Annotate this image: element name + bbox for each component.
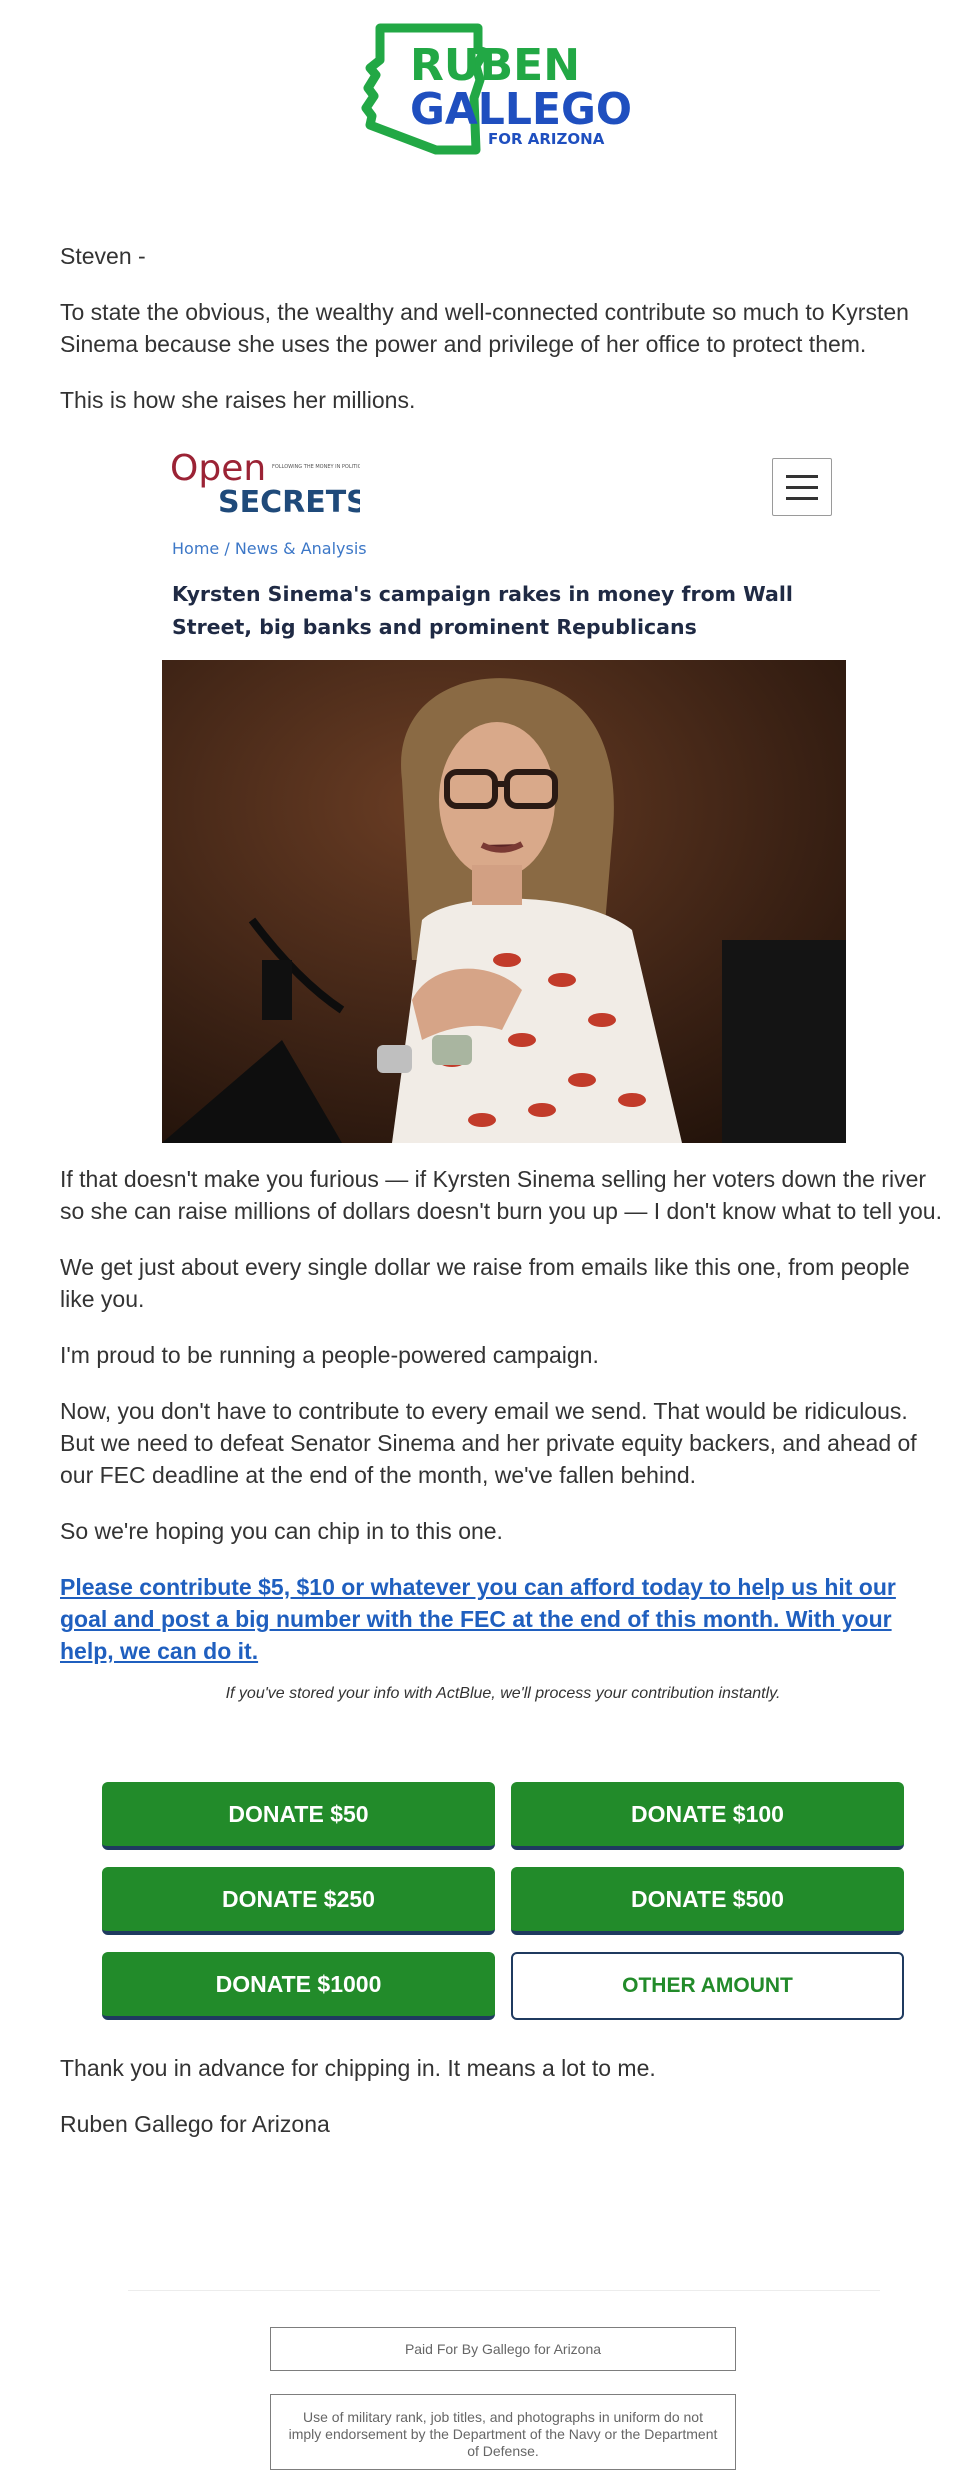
logo-line-for-arizona: FOR ARIZONA [488,130,605,148]
article-headline[interactable]: Kyrsten Sinema's campaign rakes in money from Wall Street, big banks and prominent Republicans [172,582,793,639]
thanks-text: Thank you in advance for chipping in. It means a lot to me. [60,2055,656,2081]
signature: Ruben Gallego for Arizona [60,2111,330,2137]
greeting: Steven - [60,243,146,269]
donate-250-button[interactable]: DONATE $250 [102,1867,495,1935]
paragraph-3: If that doesn't make you furious — if Kyrsten Sinema selling her voters down the river so she can raise millions of dollars doesn't burn you up — I don't know what to tell you. [60,1166,942,1224]
gallego-logo [360,20,635,160]
footer-divider [128,2290,880,2291]
actblue-note: If you've stored your info with ActBlue, we'll process your contribution instantly. [225,1685,781,1702]
arizona-outline-icon [360,20,635,160]
paragraph-1: To state the obvious, the wealthy and well-connected contribute so much to Kyrsten Sinema because she uses the power and privilege of her office to protect them. [60,299,909,357]
disclaimer-box: Use of military rank, job titles, and photographs in uniform do not imply endorsement by the Department of the Navy or the Department of Defense. [270,2394,736,2470]
donate-100-button[interactable]: DONATE $100 [511,1782,904,1850]
opensecrets-brand-bottom: SECRETS [218,485,360,520]
logo-line-ruben: RUBEN [410,40,581,91]
opensecrets-tagline: FOLLOWING THE MONEY IN POLITICS [272,464,360,470]
breadcrumb [172,539,367,558]
paragraph-4: We get just about every single dollar we raise from emails like this one, from people like you. [60,1254,910,1312]
paid-for-box: Paid For By Gallego for Arizona [270,2327,736,2371]
logo-line-gallego: GALLEGO [410,84,632,135]
menu-hamburger-icon[interactable] [772,458,832,516]
breadcrumb-section[interactable]: News & Analysis [234,539,367,558]
email-body-after [60,1163,946,1703]
breadcrumb-separator: / [219,539,235,558]
email-intro [60,240,940,440]
paragraph-5: I'm proud to be running a people-powered campaign. [60,1342,599,1368]
contribute-link[interactable]: Please contribute $5, $10 or whatever you can afford today to help us hit our goal and post a big number with the FEC at the end of this month. With your help, we can do it. [60,1574,896,1664]
opensecrets-logo [170,450,360,520]
opensecrets-brand-top: Open [170,450,267,489]
paragraph-2: This is how she raises her millions. [60,387,416,413]
donate-500-button[interactable]: DONATE $500 [511,1867,904,1935]
article-screenshot[interactable] [160,438,846,1143]
breadcrumb-home[interactable]: Home [172,539,220,558]
paragraph-7: So we're hoping you can chip in to this one. [60,1518,503,1544]
other-amount-button[interactable]: OTHER AMOUNT [511,1952,904,2020]
sinema-photo [162,660,846,1143]
donate-50-button[interactable]: DONATE $50 [102,1782,495,1850]
email-closing [60,2052,940,2164]
donate-1000-button[interactable]: DONATE $1000 [102,1952,495,2020]
paragraph-6: Now, you don't have to contribute to every email we send. That would be ridiculous. But we need to defeat Senator Sinema and her private equity backers, and ahead of our FEC deadline at the end of the month, we've fallen behind. [60,1398,917,1488]
